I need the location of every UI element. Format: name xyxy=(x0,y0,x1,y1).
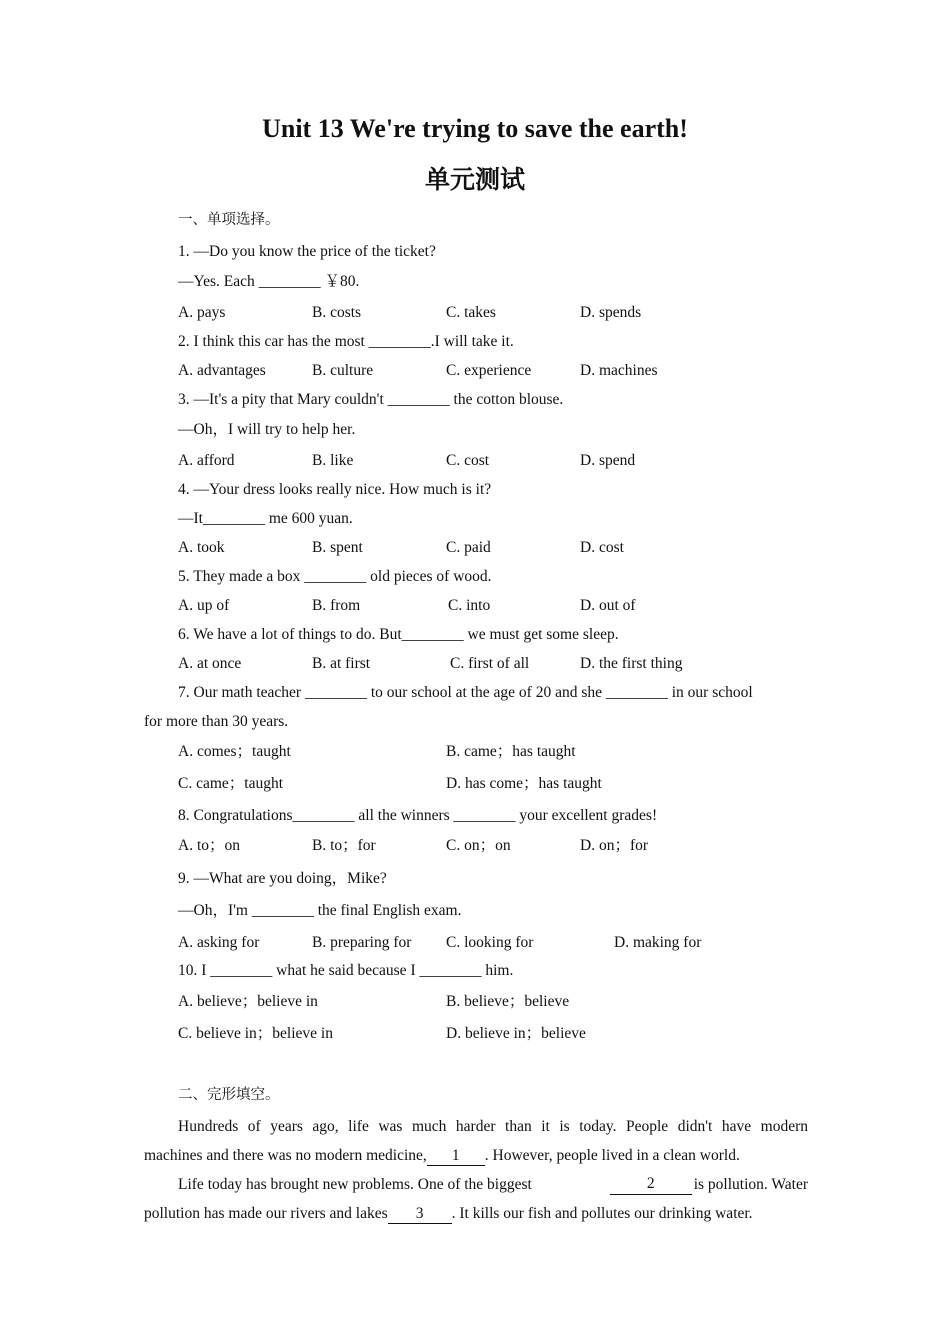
q9-option-d: D. making for xyxy=(614,934,702,951)
q10-option-b: B. believe；believe xyxy=(446,993,570,1010)
document-subtitle: 单元测试 xyxy=(424,165,525,194)
q5-option-a: A. up of xyxy=(178,597,230,614)
q10-option-a: A. believe；believe in xyxy=(178,993,318,1010)
cloze-text: . It kills our fish and pollutes our drinking water. xyxy=(451,1205,753,1222)
q4-stem-line1: 4. —Your dress looks really nice. How much is it? xyxy=(178,481,492,498)
q8-option-b: B. to；for xyxy=(312,837,376,854)
q9-option-b: B. preparing for xyxy=(312,934,412,951)
q6-option-b: B. at first xyxy=(312,655,371,672)
q1-option-d: D. spends xyxy=(580,304,642,321)
q7-stem-line2: for more than 30 years. xyxy=(144,713,289,730)
q7-stem-line1: 7. Our math teacher ________ to our school at the age of 20 and she ________ in our school xyxy=(178,684,753,701)
q10-option-d: D. believe in；believe xyxy=(446,1025,586,1042)
q8-option-c: C. on；on xyxy=(446,837,511,854)
q4-option-a: A. took xyxy=(178,539,225,556)
q5-stem-line1: 5. They made a box ________ old pieces of wood. xyxy=(178,568,492,585)
cloze-blank-3[interactable]: 3 xyxy=(388,1205,452,1224)
q5-option-c: C. into xyxy=(448,597,491,614)
q2-option-d: D. machines xyxy=(580,362,658,379)
cloze-text: pollution has made our rivers and lakes xyxy=(144,1205,388,1222)
q3-option-a: A. afford xyxy=(178,452,235,469)
cloze-text: . However, people lived in a clean world. xyxy=(484,1147,740,1164)
cloze-paragraph1-line1: Hundreds of years ago, life was much harder than it is today. People didn't have modern xyxy=(178,1118,808,1135)
q8-option-a: A. to；on xyxy=(178,837,241,854)
q4-option-d: D. cost xyxy=(580,539,624,556)
q2-option-b: B. culture xyxy=(312,362,374,379)
cloze-text xyxy=(178,1175,610,1195)
q1-option-c: C. takes xyxy=(446,304,496,321)
cloze-text-part: Life today has brought new problems. One of the biggest xyxy=(178,1176,532,1193)
q1-option-b: B. costs xyxy=(312,304,362,321)
q10-stem-line1: 10. I ________ what he said because I ________ him. xyxy=(178,962,514,979)
q2-option-a: A. advantages xyxy=(178,362,266,379)
q1-stem-line2: —Yes. Each ________ ￥80. xyxy=(178,273,360,290)
q7-option-d: D. has come；has taught xyxy=(446,775,602,792)
cloze-text: machines and there was no modern medicine, xyxy=(144,1147,427,1164)
cloze-blank-2[interactable]: 2 xyxy=(610,1175,692,1195)
q6-stem-line1: 6. We have a lot of things to do. But________ we must get some sleep. xyxy=(178,626,619,643)
q3-stem-line1: 3. —It's a pity that Mary couldn't ________ the cotton blouse. xyxy=(178,391,564,408)
q7-option-b: B. came；has taught xyxy=(446,743,576,760)
q2-stem-line1: 2. I think this car has the most ________.I will take it. xyxy=(178,333,514,350)
q3-option-b: B. like xyxy=(312,452,354,469)
document-title: Unit 13 We're trying to save the earth! xyxy=(262,114,688,143)
q6-option-a: A. at once xyxy=(178,655,242,672)
q9-option-c: C. looking for xyxy=(446,934,534,951)
q4-stem-line2: —It________ me 600 yuan. xyxy=(178,510,353,527)
q9-stem-line2: —Oh，I'm ________ the final English exam. xyxy=(178,902,462,919)
q8-option-d: D. on；for xyxy=(580,837,649,854)
q7-option-c: C. came；taught xyxy=(178,775,284,792)
q4-option-b: B. spent xyxy=(312,539,363,556)
q3-option-d: D. spend xyxy=(580,452,636,469)
q3-option-c: C. cost xyxy=(446,452,490,469)
q6-option-c: C. first of all xyxy=(450,655,530,672)
q10-option-c: C. believe in；believe in xyxy=(178,1025,333,1042)
cloze-blank-1[interactable]: 1 xyxy=(427,1147,485,1166)
cloze-paragraph2-line2 xyxy=(144,1204,753,1224)
q8-stem-line1: 8. Congratulations________ all the winners ________ your excellent grades! xyxy=(178,807,658,824)
cloze-paragraph2-line1 xyxy=(178,1175,808,1195)
q2-option-c: C. experience xyxy=(446,362,532,379)
section2-heading: 二、完形填空。 xyxy=(178,1087,280,1103)
q1-stem-line1: 1. —Do you know the price of the ticket? xyxy=(178,243,436,260)
cloze-text: is pollution. Water xyxy=(693,1176,808,1193)
section1-heading: 一、单项选择。 xyxy=(178,212,280,228)
q4-option-c: C. paid xyxy=(446,539,491,556)
q6-option-d: D. the first thing xyxy=(580,655,683,672)
q9-option-a: A. asking for xyxy=(178,934,260,951)
q3-stem-line2: —Oh，I will try to help her. xyxy=(178,421,356,438)
q9-stem-line1: 9. —What are you doing，Mike? xyxy=(178,870,387,887)
q7-option-a: A. comes；taught xyxy=(178,743,291,760)
q5-option-d: D. out of xyxy=(580,597,636,614)
cloze-paragraph1-line2 xyxy=(144,1146,740,1166)
q5-option-b: B. from xyxy=(312,597,361,614)
q1-option-a: A. pays xyxy=(178,304,226,321)
